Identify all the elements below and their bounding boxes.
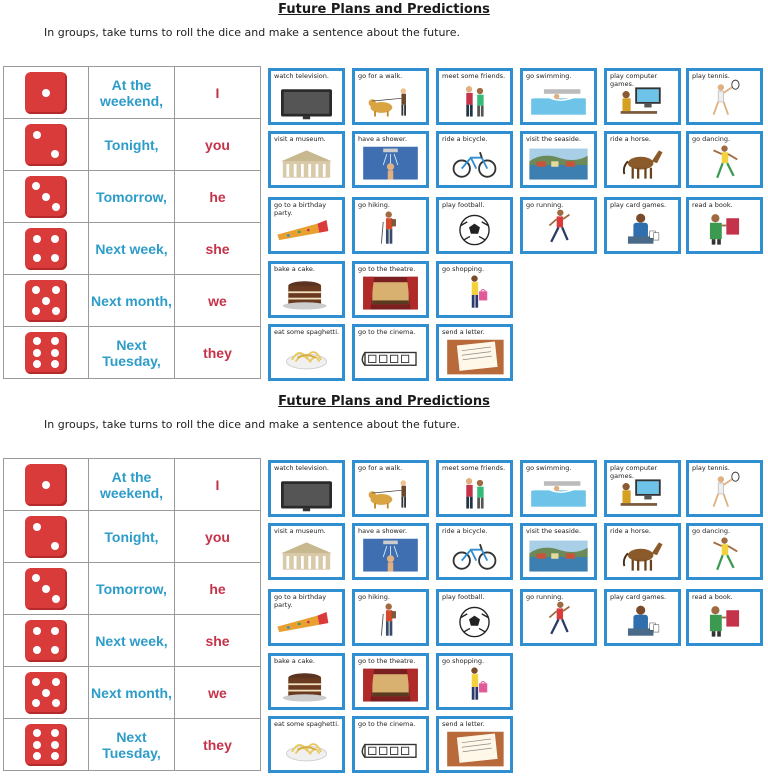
activity-card (352, 589, 429, 646)
activity-label: send a letter. (442, 328, 485, 336)
die-face-1-icon (25, 464, 67, 506)
activity-card (268, 261, 345, 318)
die-face-6-icon (25, 724, 67, 766)
activity-label: visit the seaside. (526, 135, 581, 143)
die-pip (32, 678, 40, 686)
die-pip (33, 235, 41, 243)
die-pip (32, 699, 40, 707)
die-pip (52, 595, 60, 603)
die-pip (51, 741, 59, 749)
die-pip (33, 627, 41, 635)
activity-label: go to a birthday party. (274, 593, 327, 609)
activity-card (686, 131, 763, 188)
activity-label: read a book. (692, 593, 733, 601)
die-pip (52, 286, 60, 294)
activity-card (436, 653, 513, 710)
die-pip (33, 337, 41, 345)
time-expression: Next month, (89, 275, 175, 327)
activity-card (604, 68, 681, 125)
time-expression: Tonight, (89, 119, 175, 171)
activity-card (520, 523, 597, 580)
subject-pronoun: you (175, 511, 261, 563)
dice-cell (4, 615, 89, 667)
activity-label: play football. (442, 201, 485, 209)
dice-cell (4, 67, 89, 119)
die-face-4-icon (25, 620, 67, 662)
activity-label: go to the cinema. (358, 720, 416, 728)
activity-label: ride a bicycle. (442, 527, 488, 535)
dice-table (3, 66, 261, 379)
activity-label: eat some spaghetti. (274, 328, 340, 336)
activity-label: go for a walk. (358, 464, 403, 472)
activity-card (268, 68, 345, 125)
die-pip (51, 646, 59, 654)
activity-card (686, 68, 763, 125)
activity-label: have a shower. (358, 135, 408, 143)
die-pip (51, 337, 59, 345)
dice-table (3, 458, 261, 771)
dice-row (4, 223, 261, 275)
activity-card (436, 261, 513, 318)
activity-card (352, 131, 429, 188)
activity-card (268, 589, 345, 646)
activity-card (436, 324, 513, 381)
dice-row (4, 119, 261, 171)
dice-cell (4, 459, 89, 511)
dice-cell (4, 327, 89, 379)
dice-cell (4, 667, 89, 719)
activity-card (352, 261, 429, 318)
die-pip (52, 678, 60, 686)
die-pip (32, 286, 40, 294)
activity-card (436, 197, 513, 254)
activity-label: play card games. (610, 593, 667, 601)
activity-label: eat some spaghetti. (274, 720, 340, 728)
die-pip (33, 131, 41, 139)
worksheet-bottom (0, 392, 768, 784)
time-expression: At the weekend, (89, 67, 175, 119)
activity-card (268, 716, 345, 773)
activity-label: go shopping. (442, 657, 485, 665)
activity-card (352, 460, 429, 517)
die-pip (42, 585, 50, 593)
time-expression: Next Tuesday, (89, 327, 175, 379)
dice-cell (4, 119, 89, 171)
activity-card (436, 589, 513, 646)
dice-row (4, 563, 261, 615)
activity-label: visit a museum. (274, 527, 326, 535)
die-face-5-icon (25, 672, 67, 714)
activity-label: go swimming. (526, 72, 572, 80)
activity-card (604, 460, 681, 517)
die-pip (52, 699, 60, 707)
activity-label: bake a cake. (274, 657, 315, 665)
subject-pronoun: she (175, 615, 261, 667)
activity-card (520, 197, 597, 254)
time-expression: Tomorrow, (89, 563, 175, 615)
activity-card (352, 523, 429, 580)
dice-row (4, 327, 261, 379)
activity-card (436, 716, 513, 773)
dice-row (4, 719, 261, 771)
worksheet-title: Future Plans and Predictions (278, 394, 490, 409)
die-pip (51, 150, 59, 158)
die-face-4-icon (25, 228, 67, 270)
activity-card (352, 68, 429, 125)
worksheet-instruction: In groups, take turns to roll the dice and make a sentence about the future. (44, 26, 460, 39)
activity-card (520, 460, 597, 517)
activity-card (520, 68, 597, 125)
time-expression: At the weekend, (89, 459, 175, 511)
die-pip (51, 349, 59, 357)
dice-cell (4, 719, 89, 771)
activity-card (436, 460, 513, 517)
die-pip (33, 254, 41, 262)
activity-card (352, 197, 429, 254)
die-pip (52, 203, 60, 211)
die-face-3-icon (25, 176, 67, 218)
activity-label: go to a birthday party. (274, 201, 327, 217)
die-face-5-icon (25, 280, 67, 322)
activity-label: go swimming. (526, 464, 572, 472)
activity-label: go for a walk. (358, 72, 403, 80)
activity-card (604, 131, 681, 188)
dice-cell (4, 511, 89, 563)
activity-card (268, 131, 345, 188)
die-face-2-icon (25, 124, 67, 166)
activity-card (268, 197, 345, 254)
activity-card (686, 589, 763, 646)
die-pip (32, 574, 40, 582)
activity-label: go to the theatre. (358, 657, 416, 665)
die-pip (51, 627, 59, 635)
die-pip (33, 752, 41, 760)
activity-label: watch television. (274, 72, 329, 80)
die-pip (52, 307, 60, 315)
activity-label: visit the seaside. (526, 527, 581, 535)
time-expression: Tonight, (89, 511, 175, 563)
die-pip (51, 235, 59, 243)
die-pip (51, 542, 59, 550)
activity-label: play tennis. (692, 464, 730, 472)
activity-label: visit a museum. (274, 135, 326, 143)
dice-cell (4, 275, 89, 327)
activity-card (604, 589, 681, 646)
die-face-3-icon (25, 568, 67, 610)
activity-card (686, 523, 763, 580)
time-expression: Next month, (89, 667, 175, 719)
activity-label: go hiking. (358, 201, 390, 209)
activity-card (686, 197, 763, 254)
activity-label: read a book. (692, 201, 733, 209)
die-pip (51, 729, 59, 737)
dice-row (4, 667, 261, 719)
die-pip (33, 741, 41, 749)
subject-pronoun: I (175, 67, 261, 119)
activity-label: go running. (526, 201, 564, 209)
activity-card-grid (268, 68, 768, 388)
activity-label: play computer games. (610, 72, 658, 88)
activity-card (520, 131, 597, 188)
dice-cell (4, 223, 89, 275)
dice-row (4, 171, 261, 223)
worksheet-instruction: In groups, take turns to roll the dice and make a sentence about the future. (44, 418, 460, 431)
activity-label: meet some friends. (442, 72, 506, 80)
activity-card (604, 523, 681, 580)
die-pip (42, 297, 50, 305)
die-pip (33, 523, 41, 531)
activity-card (604, 197, 681, 254)
activity-card (352, 716, 429, 773)
subject-pronoun: they (175, 719, 261, 771)
activity-card (520, 589, 597, 646)
dice-row (4, 67, 261, 119)
activity-label: play computer games. (610, 464, 658, 480)
activity-card (352, 324, 429, 381)
worksheet-title: Future Plans and Predictions (278, 2, 490, 17)
activity-label: go to the theatre. (358, 265, 416, 273)
die-pip (42, 689, 50, 697)
activity-card-grid (268, 460, 768, 780)
die-pip (42, 193, 50, 201)
die-pip (32, 307, 40, 315)
activity-card (352, 653, 429, 710)
activity-card (268, 523, 345, 580)
subject-pronoun: they (175, 327, 261, 379)
die-face-6-icon (25, 332, 67, 374)
activity-label: play tennis. (692, 72, 730, 80)
die-pip (33, 646, 41, 654)
die-pip (32, 182, 40, 190)
activity-label: go to the cinema. (358, 328, 416, 336)
dice-row (4, 459, 261, 511)
time-expression: Next Tuesday, (89, 719, 175, 771)
activity-card (268, 460, 345, 517)
activity-label: ride a bicycle. (442, 135, 488, 143)
die-face-2-icon (25, 516, 67, 558)
activity-card (268, 653, 345, 710)
subject-pronoun: we (175, 667, 261, 719)
activity-label: play card games. (610, 201, 667, 209)
time-expression: Next week, (89, 223, 175, 275)
die-pip (51, 752, 59, 760)
dice-row (4, 615, 261, 667)
subject-pronoun: I (175, 459, 261, 511)
die-pip (51, 254, 59, 262)
activity-card (436, 68, 513, 125)
subject-pronoun: she (175, 223, 261, 275)
subject-pronoun: we (175, 275, 261, 327)
time-expression: Tomorrow, (89, 171, 175, 223)
activity-label: watch television. (274, 464, 329, 472)
die-face-1-icon (25, 72, 67, 114)
activity-card (268, 324, 345, 381)
subject-pronoun: he (175, 171, 261, 223)
activity-label: go shopping. (442, 265, 485, 273)
activity-card (686, 460, 763, 517)
die-pip (33, 349, 41, 357)
activity-label: meet some friends. (442, 464, 506, 472)
dice-cell (4, 171, 89, 223)
activity-label: send a letter. (442, 720, 485, 728)
activity-label: ride a horse. (610, 527, 651, 535)
activity-label: bake a cake. (274, 265, 315, 273)
activity-label: play football. (442, 593, 485, 601)
activity-label: go hiking. (358, 593, 390, 601)
activity-label: go dancing. (692, 527, 731, 535)
die-pip (42, 89, 50, 97)
activity-label: go running. (526, 593, 564, 601)
activity-label: go dancing. (692, 135, 731, 143)
dice-row (4, 511, 261, 563)
die-pip (33, 729, 41, 737)
dice-cell (4, 563, 89, 615)
die-pip (33, 360, 41, 368)
subject-pronoun: you (175, 119, 261, 171)
die-pip (42, 481, 50, 489)
subject-pronoun: he (175, 563, 261, 615)
activity-card (436, 131, 513, 188)
activity-label: ride a horse. (610, 135, 651, 143)
die-pip (51, 360, 59, 368)
dice-row (4, 275, 261, 327)
time-expression: Next week, (89, 615, 175, 667)
activity-label: have a shower. (358, 527, 408, 535)
activity-card (436, 523, 513, 580)
